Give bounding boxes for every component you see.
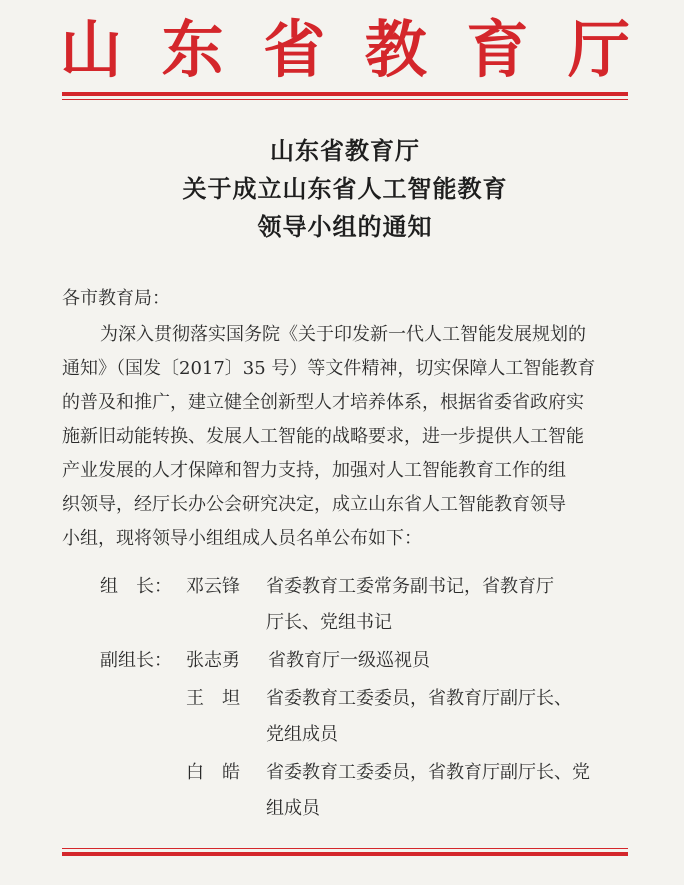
member-title: 厅长、党组书记 — [266, 612, 392, 633]
body-line: 织领导，经厅长办公会研究决定，成立山东省人工智能教育领导 — [62, 494, 566, 515]
salutation: 各市教育局： — [62, 288, 170, 309]
member-name: 邓云锋 — [186, 576, 240, 597]
member-title: 组成员 — [266, 798, 320, 819]
member-name: 白 皓 — [186, 762, 240, 783]
document-title-line-1: 山东省教育厅 — [270, 136, 420, 165]
document-title-line-3: 领导小组的通知 — [257, 212, 433, 241]
member-role: 组 长： — [100, 576, 172, 597]
masthead-char: 厅 — [567, 13, 630, 86]
body-line: 通知》（国发〔2017〕35 号）等文件精神，切实保障人工智能教育 — [62, 358, 596, 379]
masthead-char: 东 — [161, 13, 224, 86]
footer-divider-thick — [62, 852, 628, 856]
letterhead-masthead — [60, 8, 630, 92]
header-divider-thick — [62, 92, 628, 96]
masthead-char: 教 — [364, 13, 427, 86]
header-divider-thin — [62, 99, 628, 100]
footer-divider-thin — [62, 848, 628, 849]
body-line: 产业发展的人才保障和智力支持，加强对人工智能教育工作的组 — [62, 460, 566, 481]
masthead-char: 山 — [60, 13, 123, 86]
member-name: 张志勇 — [186, 650, 240, 671]
masthead-char: 育 — [466, 13, 529, 86]
member-name: 王 坦 — [186, 688, 240, 709]
masthead-char: 省 — [263, 13, 326, 86]
member-title: 省教育厅一级巡视员 — [268, 650, 430, 671]
member-title: 省委教育工委常务副书记，省教育厅 — [266, 576, 554, 597]
member-title: 党组成员 — [266, 724, 338, 745]
body-line: 小组，现将领导小组组成人员名单公布如下： — [62, 528, 422, 549]
document-title-line-2: 关于成立山东省人工智能教育 — [182, 174, 508, 203]
body-line: 为深入贯彻落实国务院《关于印发新一代人工智能发展规划的 — [100, 324, 586, 345]
member-title: 省委教育工委委员，省教育厅副厅长、 — [266, 688, 572, 709]
member-title: 省委教育工委委员，省教育厅副厅长、党 — [266, 762, 590, 783]
body-line: 的普及和推广，建立健全创新型人才培养体系，根据省委省政府实 — [62, 392, 584, 413]
body-line: 施新旧动能转换、发展人工智能的战略要求，进一步提供人工智能 — [62, 426, 584, 447]
member-role: 副组长： — [100, 650, 172, 671]
